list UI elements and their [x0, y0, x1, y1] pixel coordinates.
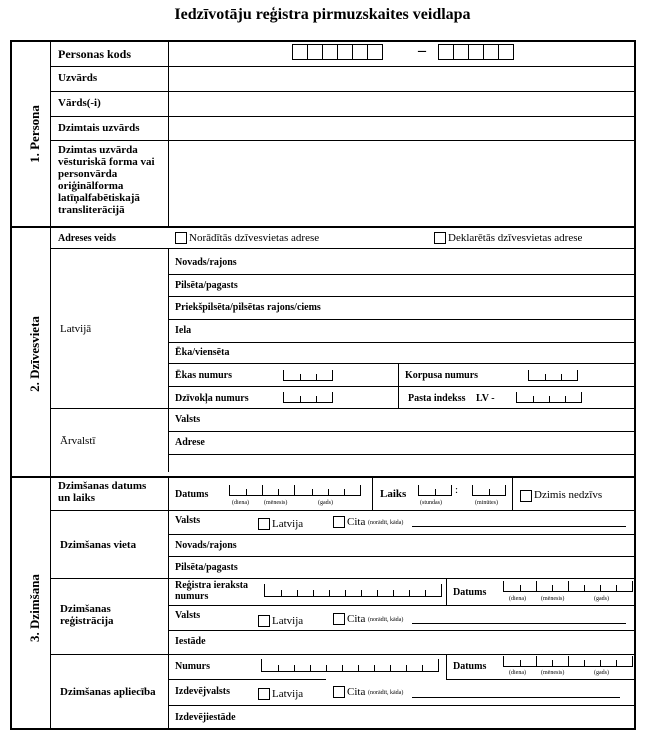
row-line	[168, 319, 635, 320]
label-line: personvārda	[58, 168, 118, 180]
label-novads: Novads/rajons	[175, 257, 237, 268]
dzivokla-numurs-field[interactable]	[283, 392, 333, 403]
label-line: reģistrācija	[60, 615, 114, 627]
label-line: vēsturiskā forma vai	[58, 156, 155, 168]
divider	[446, 578, 447, 605]
label-numurs: Numurs	[175, 661, 211, 672]
checkbox-vieta-latvija[interactable]	[258, 518, 270, 530]
divider	[168, 478, 169, 729]
label-dzimtais-uzvards: Dzimtais uzvārds	[58, 122, 140, 134]
label-latvija: Latvijā	[60, 323, 92, 335]
form-title: Iedzīvotāju reģistra pirmuzskaites veidlapa	[174, 6, 471, 23]
pasta-indekss-field[interactable]	[516, 392, 582, 403]
label-datums: Datums	[175, 489, 209, 500]
hint-noradit-kada: (norādīt, kāda)	[368, 520, 404, 526]
label-vards: Vārds(-i)	[58, 97, 101, 109]
row-line	[168, 363, 635, 364]
row-line	[168, 454, 635, 455]
label-line: Dzimšanas	[60, 603, 111, 615]
hint-minutes: (minūtes)	[475, 500, 498, 506]
row-line	[50, 510, 635, 511]
divider	[512, 478, 513, 510]
row-line	[168, 274, 635, 275]
section-divider	[11, 476, 635, 478]
label-izdevejvalsts: Izdevējvalsts	[175, 686, 230, 697]
label-reg-latvija: Latvija	[272, 615, 304, 627]
reg-cita-input[interactable]	[412, 623, 626, 624]
checkbox-reg-cita[interactable]	[333, 613, 345, 625]
label-eka: Ēka/viensēta	[175, 347, 230, 358]
row-line	[50, 654, 635, 655]
label-ekas-numurs: Ēkas numurs	[175, 370, 232, 381]
row-line	[168, 556, 635, 557]
laiks-stundas-field[interactable]	[418, 485, 452, 496]
row-line	[168, 605, 635, 606]
label-datums-laiks	[58, 480, 146, 504]
row-line	[50, 116, 635, 117]
hint-noradit-kada: (norādīt, kāda)	[368, 690, 404, 696]
ieraksta-numurs-field[interactable]	[264, 584, 442, 597]
hint-menesis: (mēnesis)	[541, 596, 565, 602]
label-registracija	[60, 603, 114, 627]
apl-datums-field[interactable]	[503, 656, 633, 667]
label-vieta-novads: Novads/rajons	[175, 540, 237, 551]
label-vieta-latvija: Latvija	[272, 518, 304, 530]
row-line	[168, 296, 635, 297]
row-line	[50, 91, 635, 92]
checkbox-reg-latvija[interactable]	[258, 615, 270, 627]
label-apl-datums: Datums	[453, 661, 487, 672]
checkbox-dzimis-nedzivs[interactable]	[520, 490, 532, 502]
row-line	[50, 578, 635, 579]
row-line	[168, 679, 326, 680]
hint-diena: (diena)	[509, 670, 526, 676]
apl-cita-input[interactable]	[412, 697, 620, 698]
label-pilseta: Pilsēta/pagasts	[175, 280, 238, 291]
row-line	[168, 630, 635, 631]
hint-stundas: (stundas)	[420, 500, 442, 506]
label-adreses-veids: Adreses veids	[58, 233, 116, 244]
label-vieta-valsts: Valsts	[175, 515, 201, 526]
row-line	[446, 679, 635, 680]
divider	[168, 41, 169, 227]
hint-menesis: (mēnesis)	[264, 500, 288, 506]
hint-noradit-kada: (norādīt, kāda)	[368, 617, 404, 623]
divider	[398, 363, 399, 386]
hint-diena: (diena)	[509, 596, 526, 602]
label-line: numurs	[175, 591, 209, 602]
label-line: Dzimšanas datums	[58, 480, 147, 492]
divider	[398, 386, 399, 408]
label-line: Reģistra ieraksta	[175, 580, 249, 591]
row-line	[50, 248, 635, 249]
checkbox-apl-cita[interactable]	[333, 686, 345, 698]
label-dzimsanas-vieta: Dzimšanas vieta	[60, 539, 137, 551]
ekas-numurs-field[interactable]	[283, 370, 333, 381]
divider	[446, 654, 447, 679]
label-uzvards: Uzvārds	[58, 72, 98, 84]
divider	[50, 41, 51, 729]
row-line	[168, 705, 635, 706]
label-korpusa-numurs: Korpusa numurs	[405, 370, 479, 381]
label-pasta-indekss: Pasta indekss	[408, 393, 466, 404]
label-vieta-pilseta: Pilsēta/pagasts	[175, 562, 238, 573]
label-noraditas: Norādītās dzīvesvietas adrese	[189, 232, 320, 244]
label-adrese: Adrese	[175, 437, 205, 448]
hint-diena: (diena)	[232, 500, 249, 506]
checkbox-apl-latvija[interactable]	[258, 688, 270, 700]
label-reg-valsts: Valsts	[175, 610, 201, 621]
label-reg-datums: Datums	[453, 587, 487, 598]
laiks-minutes-field[interactable]	[472, 485, 506, 496]
label-line: Dzimtas uzvārda	[58, 144, 138, 156]
time-colon: :	[455, 484, 459, 496]
vieta-cita-input[interactable]	[412, 526, 626, 527]
section-dzimsana-label: 3. Dzimšana	[27, 574, 42, 642]
checkbox-vieta-cita[interactable]	[333, 516, 345, 528]
row-line	[50, 408, 635, 409]
label-izdevejiestade: Izdevējiestāde	[175, 712, 236, 723]
checkbox-noraditas[interactable]	[175, 232, 187, 244]
label-ieraksta-numurs	[175, 580, 248, 602]
hint-menesis: (mēnesis)	[541, 670, 565, 676]
label-dzivokla-numurs: Dzīvokļa numurs	[175, 393, 249, 404]
reg-datums-field[interactable]	[503, 581, 633, 592]
section-divider	[11, 226, 635, 228]
personal-code-part1[interactable]	[293, 44, 383, 60]
row-line	[168, 534, 635, 535]
label-iela: Iela	[175, 325, 192, 336]
label-apl-latvija: Latvija	[272, 688, 304, 700]
label-line: latīņalfabētiskajā	[58, 192, 140, 204]
dzimsanas-datums-field[interactable]	[229, 485, 361, 496]
divider	[372, 478, 373, 510]
label-vesturiska-forma	[58, 144, 155, 216]
label-personas-kods: Personas kods	[58, 47, 132, 61]
hint-gads: (gads)	[318, 500, 333, 506]
label-line: un laiks	[58, 492, 95, 504]
aplieciba-numurs-field[interactable]	[261, 659, 439, 672]
label-reg-cita: Cita	[347, 613, 366, 625]
label-line: transliterācijā	[58, 204, 125, 216]
label-aplieciba: Dzimšanas apliecība	[60, 686, 156, 698]
hint-gads: (gads)	[594, 596, 609, 602]
checkbox-deklaretas[interactable]	[434, 232, 446, 244]
row-line	[168, 342, 635, 343]
hint-gads: (gads)	[594, 670, 609, 676]
label-deklaretas: Deklarētās dzīvesvietas adrese	[448, 232, 583, 244]
label-arvalsti: Ārvalstī	[60, 435, 96, 447]
label-line: oriģinālforma	[58, 180, 124, 192]
row-line	[168, 431, 635, 432]
row-line	[168, 386, 635, 387]
label-priekspilseta: Priekšpilsēta/pilsētas rajons/ciems	[175, 302, 321, 313]
section-dzivesvieta-label: 2. Dzīvesvieta	[27, 316, 42, 392]
personal-code-part2[interactable]	[439, 44, 514, 60]
personal-code-dash: –	[418, 42, 426, 59]
row-line	[50, 66, 635, 67]
section-persona-label: 1. Persona	[27, 105, 42, 163]
label-vieta-cita: Cita	[347, 516, 366, 528]
label-lv-prefix: LV -	[476, 393, 495, 404]
row-line	[50, 140, 635, 141]
divider	[168, 248, 169, 472]
label-laiks: Laiks	[380, 488, 407, 500]
label-iestade: Iestāde	[175, 636, 206, 647]
label-valsts: Valsts	[175, 414, 201, 425]
label-apl-cita: Cita	[347, 686, 366, 698]
label-dzimis-nedzivs: Dzimis nedzīvs	[534, 489, 603, 501]
korpusa-numurs-field[interactable]	[528, 370, 578, 381]
